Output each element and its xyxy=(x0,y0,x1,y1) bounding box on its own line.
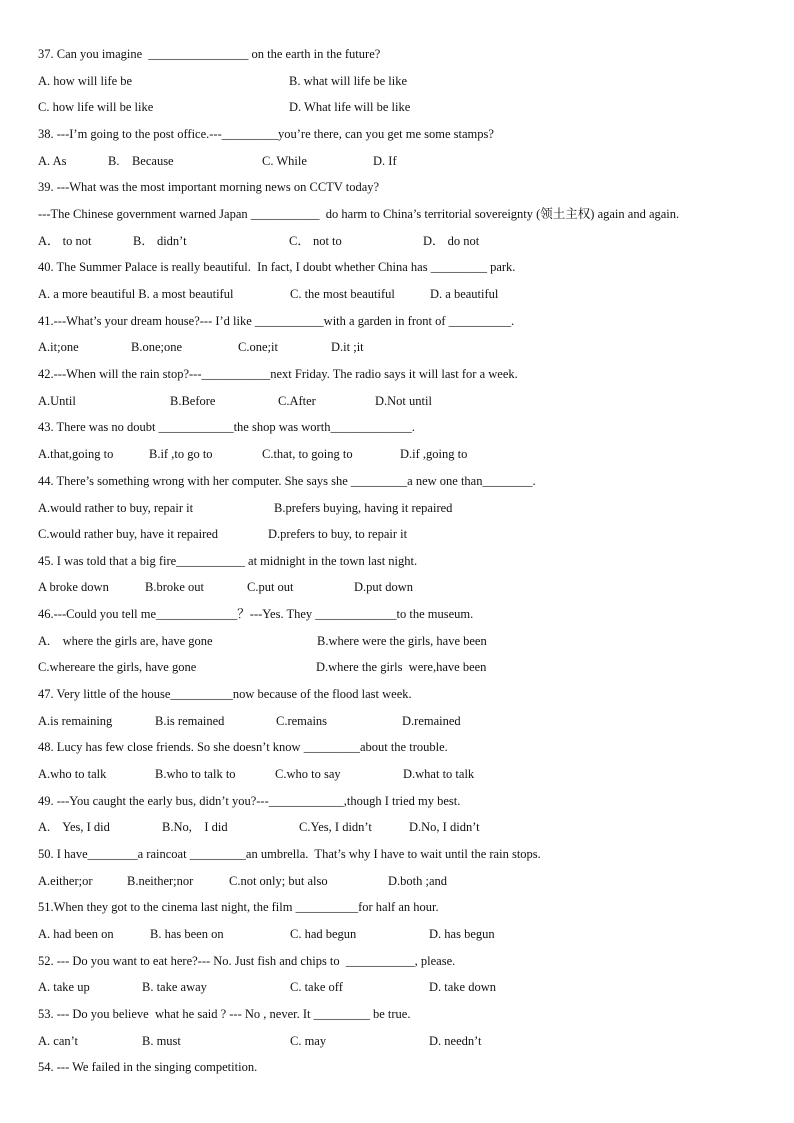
q51-option-d: D. has begun xyxy=(429,927,495,941)
question-46-stem: 46.---Could you tell me_____________？---Yes. They _____________to the museum. xyxy=(38,607,474,621)
q52-option-a: A. take up xyxy=(38,980,90,994)
q52-option-d: D. take down xyxy=(429,980,496,994)
q50-option-a: A.either;or xyxy=(38,874,93,888)
question-45-stem: 45. I was told that a big fire___________ at midnight in the town last night. xyxy=(38,554,418,568)
question-49-stem: 49. ---You caught the early bus, didn’t you?---____________,though I tried my best. xyxy=(38,794,461,808)
q41-option-c: C.one;it xyxy=(238,340,278,354)
q39-option-d: D． do not xyxy=(423,234,480,248)
q44-option-c: C.would rather buy, have it repaired xyxy=(38,527,219,541)
question-51-stem: 51.When they got to the cinema last night, the film __________for half an hour. xyxy=(38,900,439,914)
q49-option-b: B.No, I did xyxy=(162,820,228,834)
question-37-stem: 37. Can you imagine ________________ on the earth in the future? xyxy=(38,47,381,61)
q52-option-c: C. take off xyxy=(290,980,343,994)
q42-option-d: D.Not until xyxy=(375,394,432,408)
q49-option-a: A. Yes, I did xyxy=(38,820,110,834)
q38-option-d: D. If xyxy=(373,154,397,168)
q49-option-d: D.No, I didn’t xyxy=(409,820,480,834)
q40-option-c: C. the most beautiful xyxy=(290,287,395,301)
q48-option-b: B.who to talk to xyxy=(155,767,236,781)
q50-option-c: C.not only; but also xyxy=(229,874,328,888)
q47-option-c: C.remains xyxy=(276,714,328,728)
q44-option-b: B.prefers buying, having it repaired xyxy=(274,501,453,515)
question-41-stem: 41.---What’s your dream house?--- I’d like ___________with a garden in front of __________. xyxy=(38,314,515,328)
q50-option-b: B.neither;nor xyxy=(127,874,194,888)
q43-option-a: A.that,going to xyxy=(38,447,114,461)
q50-option-d: D.both ;and xyxy=(388,874,448,888)
q37-option-c: C. how life will be like xyxy=(38,100,154,114)
q51-option-c: C. had begun xyxy=(290,927,357,941)
q48-option-a: A.who to talk xyxy=(38,767,107,781)
q46-option-b: B.where were the girls, have been xyxy=(317,634,487,648)
q41-option-b: B.one;one xyxy=(131,340,183,354)
q45-option-d: D.put down xyxy=(354,580,414,594)
q37-option-b: B. what will life be like xyxy=(289,74,408,88)
q44-option-d: D.prefers to buy, to repair it xyxy=(268,527,408,541)
question-50-stem: 50. I have________a raincoat _________an umbrella. That’s why I have to wait until the rain stops. xyxy=(38,847,541,861)
q53-option-b: B. must xyxy=(142,1034,181,1048)
q39-option-a: A． to not xyxy=(38,234,92,248)
q37-option-d: D. What life will be like xyxy=(289,100,411,114)
q43-option-c: C.that, to going to xyxy=(262,447,353,461)
q37-option-a: A. how will life be xyxy=(38,74,133,88)
q47-option-b: B.is remained xyxy=(155,714,225,728)
q39-option-c: C． not to xyxy=(289,234,342,248)
q48-option-c: C.who to say xyxy=(275,767,341,781)
question-40-stem: 40. The Summer Palace is really beautiful. In fact, I doubt whether China has _________ park. xyxy=(38,260,516,274)
q44-option-a: A.would rather to buy, repair it xyxy=(38,501,194,515)
q47-option-a: A.is remaining xyxy=(38,714,113,728)
question-54-stem: 54. --- We failed in the singing competition. xyxy=(38,1060,258,1074)
q46-option-c: C.whereare the girls, have gone xyxy=(38,660,197,674)
q52-option-b: B. take away xyxy=(142,980,207,994)
question-44-stem: 44. There’s something wrong with her computer. She says she _________a new one than________. xyxy=(38,474,536,488)
question-53-stem: 53. --- Do you believe what he said ? --- No , never. It _________ be true. xyxy=(38,1007,411,1021)
q51-option-b: B. has been on xyxy=(150,927,224,941)
question-47-stem: 47. Very little of the house__________now because of the flood last week. xyxy=(38,687,412,701)
q38-option-c: C. While xyxy=(262,154,307,168)
q42-option-a: A.Until xyxy=(38,394,76,408)
q53-option-a: A. can’t xyxy=(38,1034,79,1048)
question-43-stem: 43. There was no doubt ____________the shop was worth_____________. xyxy=(38,420,415,434)
q48-option-d: D.what to talk xyxy=(403,767,475,781)
question-52-stem: 52. --- Do you want to eat here?--- No. Just fish and chips to ___________, please. xyxy=(38,954,456,968)
q53-option-d: D. needn’t xyxy=(429,1034,482,1048)
q41-option-d: D.it ;it xyxy=(331,340,364,354)
q43-option-b: B.if ,to go to xyxy=(149,447,213,461)
q41-option-a: A.it;one xyxy=(38,340,79,354)
question-39-stem: 39. ---What was the most important morning news on CCTV today? xyxy=(38,180,380,194)
q51-option-a: A. had been on xyxy=(38,927,114,941)
q40-option-ab: A. a more beautiful B. a most beautiful xyxy=(38,287,234,301)
q46-option-d: D.where the girls were,have been xyxy=(316,660,487,674)
question-42-stem: 42.---When will the rain stop?---___________next Friday. The radio says it will last for a week. xyxy=(38,367,518,381)
q45-option-a: A broke down xyxy=(38,580,109,594)
q45-option-b: B.broke out xyxy=(145,580,205,594)
question-48-stem: 48. Lucy has few close friends. So she doesn’t know _________about the trouble. xyxy=(38,740,448,754)
q38-option-a: A. As xyxy=(38,154,67,168)
q38-option-b: B. Because xyxy=(108,154,174,168)
q39-option-b: B． didn’t xyxy=(133,234,187,248)
q46-option-a: A. where the girls are, have gone xyxy=(38,634,213,648)
q42-option-b: B.Before xyxy=(170,394,216,408)
q53-option-c: C. may xyxy=(290,1034,327,1048)
q47-option-d: D.remained xyxy=(402,714,461,728)
question-39-stem-2: ---The Chinese government warned Japan ___________ do harm to China’s territorial sovereignty (领土主权) again and again. xyxy=(38,207,680,221)
q45-option-c: C.put out xyxy=(247,580,294,594)
q42-option-c: C.After xyxy=(278,394,316,408)
q40-option-d: D. a beautiful xyxy=(430,287,499,301)
question-38-stem: 38. ---I’m going to the post office.---_________you’re there, can you get me some stamps? xyxy=(38,127,494,141)
q43-option-d: D.if ,going to xyxy=(400,447,468,461)
q49-option-c: C.Yes, I didn’t xyxy=(299,820,372,834)
